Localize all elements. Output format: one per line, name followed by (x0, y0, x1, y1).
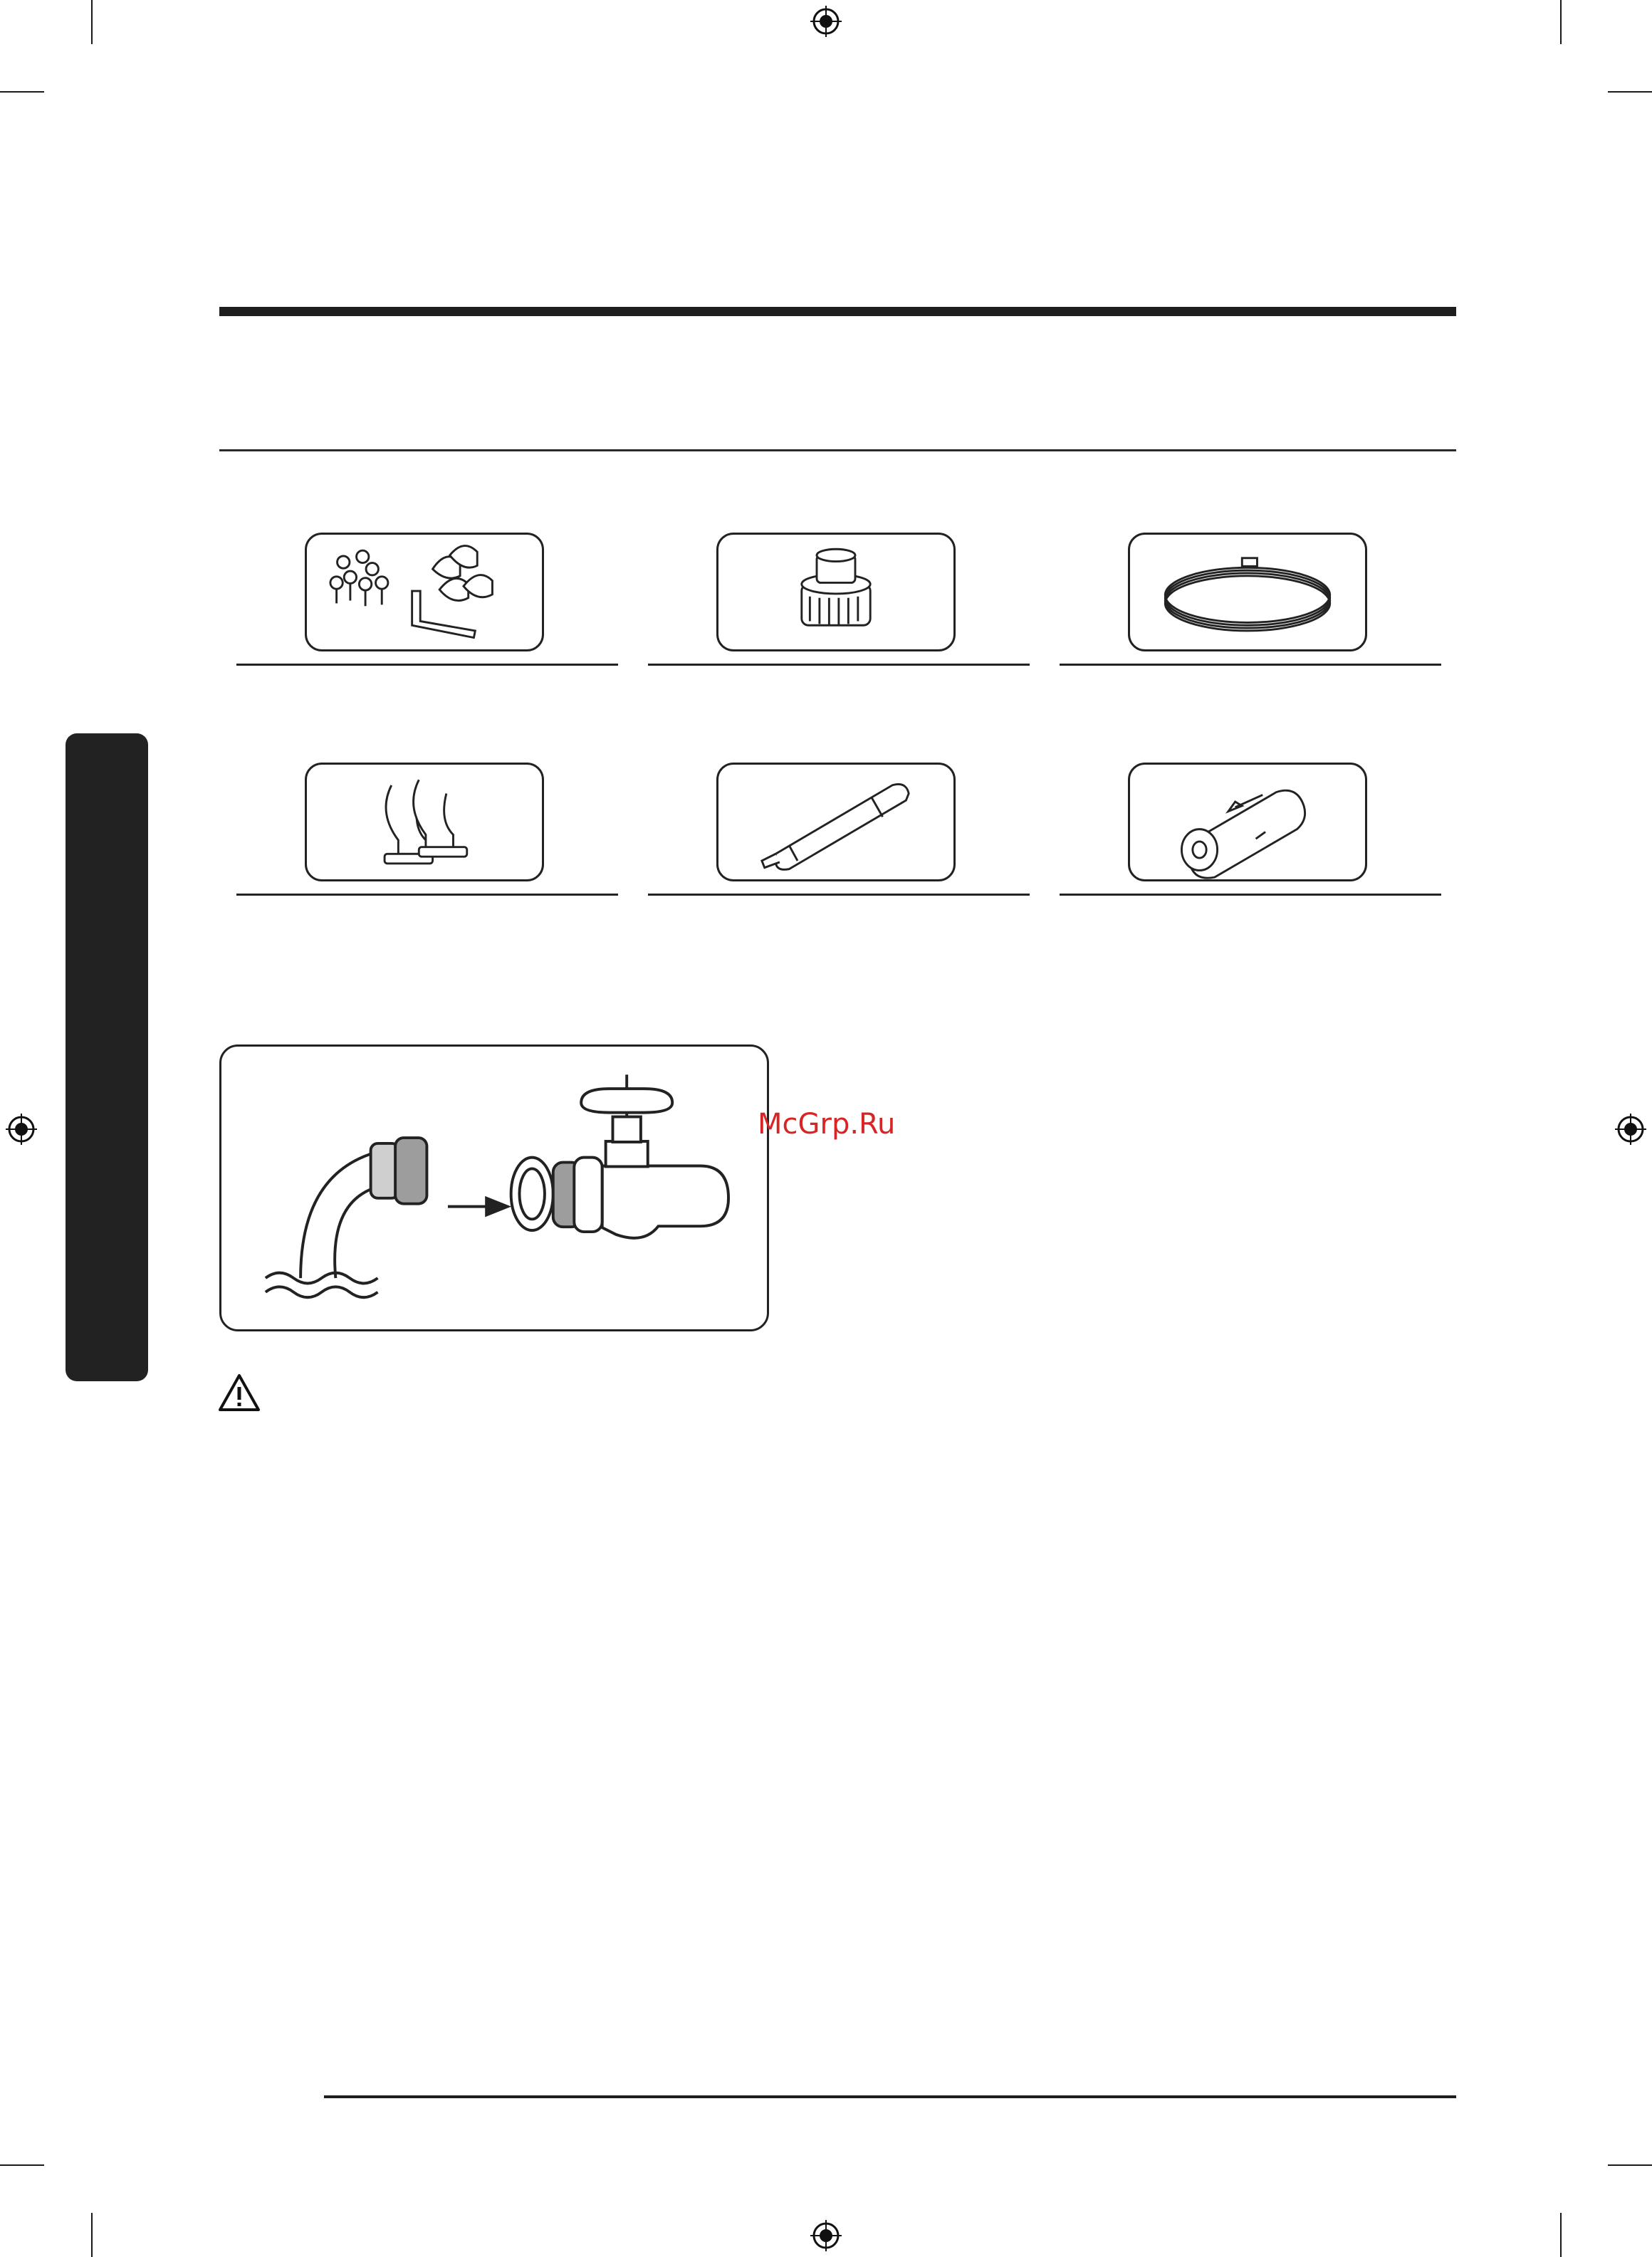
crop-mark (1560, 2213, 1562, 2257)
footer-rule (324, 2095, 1456, 2098)
part-rule (1060, 894, 1441, 896)
registration-mark-icon (6, 1114, 37, 1145)
registration-mark-icon (1615, 1114, 1646, 1145)
part-screws-clamps-wrench (305, 533, 544, 651)
tube-holder-clips-icon (307, 765, 542, 879)
part-rule (648, 664, 1030, 666)
crop-mark (91, 0, 93, 44)
crop-mark (1560, 0, 1562, 44)
pre-filter-icon (1130, 765, 1365, 879)
part-rule (236, 894, 618, 896)
part-water-filter-cartridge (716, 763, 956, 881)
part-water-tube-coil (1128, 533, 1367, 651)
water-tube-coil-icon (1130, 535, 1365, 649)
registration-mark-icon (810, 2220, 842, 2251)
part-rule (236, 664, 618, 666)
watermark-text: McGrp.Ru (758, 1108, 896, 1141)
warning-triangle-icon (217, 1373, 261, 1413)
crop-mark (1608, 2164, 1652, 2166)
header-rule (219, 307, 1456, 316)
part-rule (1060, 664, 1441, 666)
crop-mark (0, 91, 44, 93)
registration-mark-icon (810, 6, 842, 37)
crop-mark (0, 2164, 44, 2166)
part-filter-cap (716, 533, 956, 651)
crop-mark (1608, 91, 1652, 93)
chapter-side-tab (66, 733, 148, 1381)
crop-mark (91, 2213, 93, 2257)
screws-clamps-wrench-icon (307, 535, 542, 649)
subheader-rule (219, 449, 1456, 451)
part-pre-filter (1128, 763, 1367, 881)
part-rule (648, 894, 1030, 896)
water-filter-cartridge-icon (718, 765, 953, 879)
filter-cap-icon (718, 535, 953, 649)
part-tube-holder-clips (305, 763, 544, 881)
hose-to-faucet-illustration (219, 1044, 769, 1331)
hose-to-faucet-icon (221, 1047, 767, 1329)
